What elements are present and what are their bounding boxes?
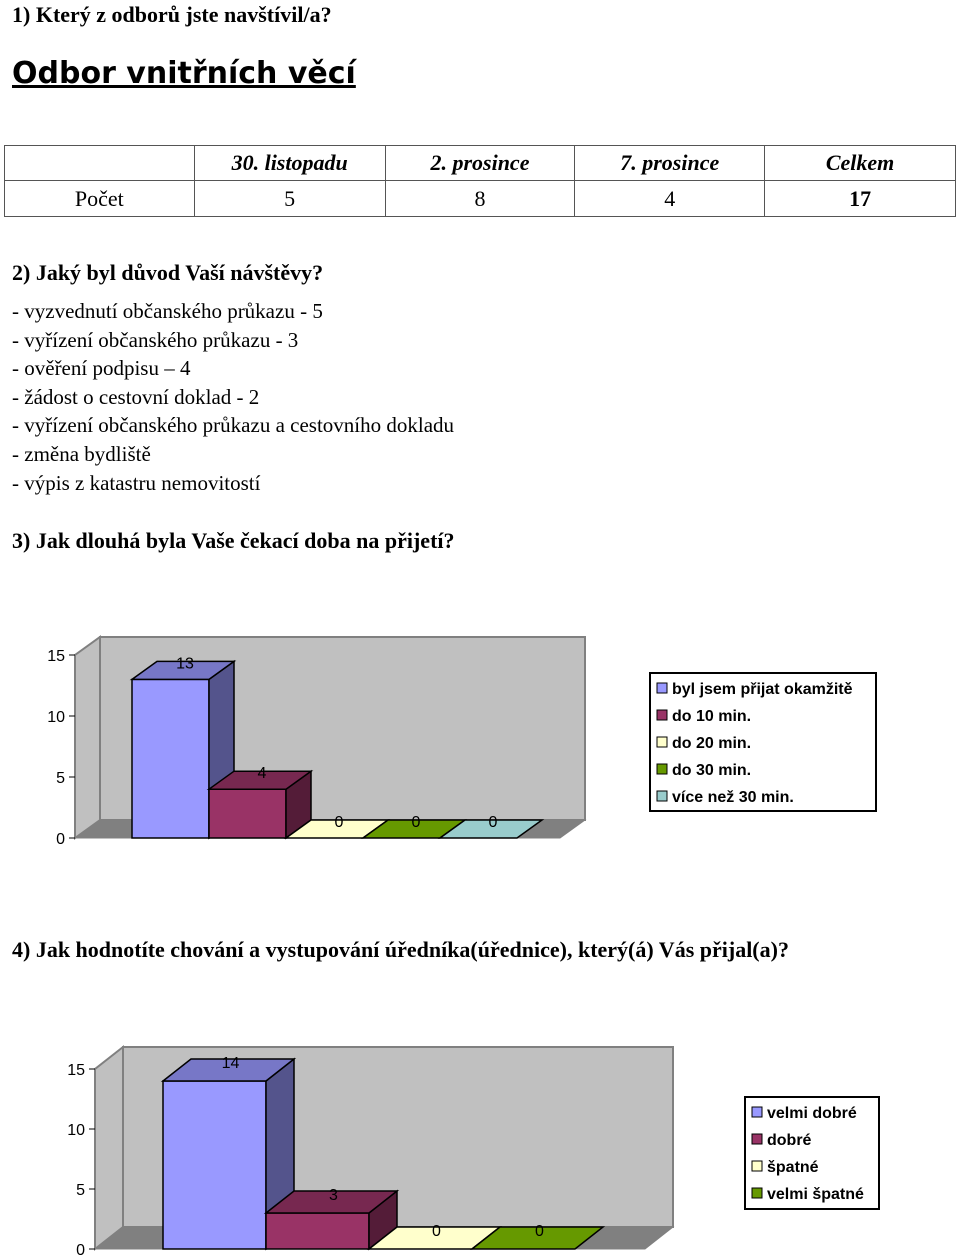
y-tick-label: 0 [56,831,65,848]
chart-side-wall [75,637,100,838]
list-item: - změna bydliště [12,441,151,466]
legend-label: velmi dobré [767,1105,857,1122]
legend-swatch [752,1107,762,1117]
waiting-time-chart [0,620,960,860]
y-tick-label: 5 [76,1182,85,1199]
legend-swatch [752,1134,762,1144]
list-item: - výpis z katastru nemovitostí [12,470,261,495]
legend-label: velmi špatné [767,1186,864,1203]
department-heading: Odbor vnitřních věcí [12,56,356,91]
visits-header-row [5,146,956,181]
header-cell: 2. prosince [385,146,575,181]
legend-label: do 20 min. [672,735,752,752]
data-label: 0 [432,1223,441,1240]
data-label: 3 [329,1187,338,1204]
legend-swatch [657,710,667,720]
question-2-title: 2) Jaký byl důvod Vaší návštěvy? [12,260,324,285]
data-label: 0 [535,1223,544,1240]
legend-label: byl jsem přijat okamžitě [672,681,853,698]
y-tick-label: 15 [67,1062,85,1079]
table-cell: 4 [575,181,765,217]
bar [266,1213,369,1249]
visits-table [4,145,956,217]
data-label: 0 [334,814,344,831]
y-tick-label: 10 [47,709,65,726]
legend-label: do 10 min. [672,708,752,725]
y-tick-label: 10 [67,1122,85,1139]
legend-label: do 30 min. [672,762,752,779]
question-1-title: 1) Který z odborů jste navštívil/a? [12,2,332,27]
header-cell: 7. prosince [575,146,765,181]
legend-swatch [657,791,667,801]
data-label: 13 [176,655,194,673]
list-item: - ověření podpisu – 4 [12,356,191,381]
list-item: - žádost o cestovní doklad - 2 [12,384,260,409]
table-cell: 8 [385,181,575,217]
y-tick-label: 5 [56,770,65,787]
data-label: 0 [488,814,498,831]
y-tick-label: 15 [47,648,65,665]
question-4-title: 4) Jak hodnotíte chování a vystupování úředníka(úřednice), který(á) Vás přijal(a)? [12,937,789,962]
legend-swatch [657,683,667,693]
legend-swatch [752,1188,762,1198]
legend-label: dobré [767,1132,812,1149]
header-cell [5,146,195,181]
legend-swatch [752,1161,762,1171]
reasons-list [12,297,454,497]
legend-swatch [657,764,667,774]
behaviour-rating-chart [0,1035,960,1258]
visits-count-row [5,181,956,217]
legend-label: více než 30 min. [672,789,794,806]
list-item: - vyřízení občanského průkazu - 3 [12,327,299,352]
data-label: 0 [411,814,421,831]
header-cell: 30. listopadu [194,146,385,181]
data-label: 4 [257,765,267,783]
legend-label: špatné [767,1159,819,1176]
table-cell-total: 17 [765,181,956,217]
legend-swatch [657,737,667,747]
table-cell: 5 [194,181,385,217]
bar [163,1081,266,1249]
data-label: 14 [221,1055,240,1072]
row-label: Počet [5,181,195,217]
chart-side-wall [95,1047,123,1249]
bar [209,789,286,838]
list-item: - vyzvednutí občanského průkazu - 5 [12,299,323,323]
y-tick-label: 0 [76,1242,85,1258]
bar [132,679,209,838]
question-3-title: 3) Jak dlouhá byla Vaše čekací doba na přijetí? [12,528,455,553]
header-cell: Celkem [765,146,956,181]
list-item: - vyřízení občanského průkazu a cestovního dokladu [12,413,455,438]
